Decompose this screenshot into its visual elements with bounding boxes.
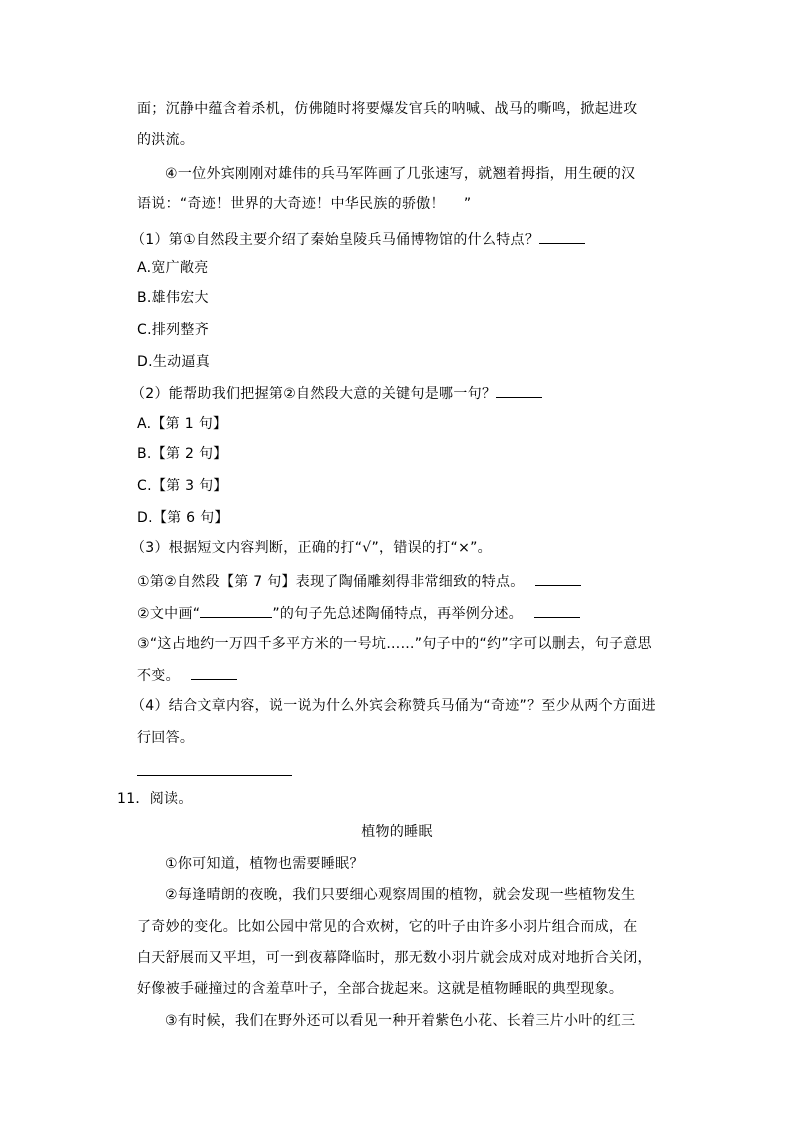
passage-text: 了奇妙的变化。比如公园中常见的合欢树，它的叶子由许多小羽片组合而成，在	[137, 919, 638, 935]
item-text: ”的句子先总述陶俑特点，再举例分述。	[272, 606, 528, 622]
question-3-item-3-cont	[137, 665, 237, 685]
underline-mark	[200, 603, 272, 618]
option-d: D.【第 6 句】	[137, 510, 229, 526]
answer-line[interactable]	[137, 775, 292, 776]
answer-blank[interactable]	[535, 571, 581, 586]
answer-blank[interactable]	[496, 383, 542, 398]
question-3-stem: （3）根据短文内容判断，正确的打“√”，错误的打“×”。	[131, 540, 492, 556]
item-text: ②文中画“	[137, 606, 201, 622]
passage-text: 的洪流。	[137, 132, 195, 148]
option-c: C.【第 3 句】	[137, 478, 228, 494]
passage-text: ③有时候，我们在野外还可以看见一种开着紫色小花、长着三片小叶的红三	[165, 1013, 636, 1029]
option-a: A.宽广敞亮	[137, 260, 209, 276]
passage-text: ①你可知道，植物也需要睡眠？	[165, 856, 364, 872]
option-d: D.生动逼真	[137, 354, 211, 370]
option-a: A.【第 1 句】	[137, 416, 228, 432]
answer-blank[interactable]	[534, 603, 580, 618]
answer-blank[interactable]	[539, 229, 585, 244]
question-3-item-3: ③“这占地约一万四千多平方米的一号坑……”句子中的“约”字可以删去，句子意思	[137, 636, 652, 652]
question-stem: （1）第①自然段主要介绍了秦始皇陵兵马俑博物馆的什么特点？	[131, 232, 540, 248]
passage-text: 语说：“奇迹！世界的大奇迹！中华民族的骄傲！ ”	[137, 196, 472, 212]
passage-title: 植物的睡眠	[361, 824, 433, 840]
passage-text: 面；沉静中蕴含着杀机，仿佛随时将要爆发官兵的呐喊、战马的嘶鸣，掀起进攻	[137, 101, 638, 117]
item-text: ①第②自然段【第 7 句】表现了陶俑雕刻得非常细致的特点。	[137, 574, 530, 590]
question-4-cont: 行回答。	[137, 730, 195, 746]
question-3-item-1	[137, 571, 581, 591]
passage-text: 白天舒展而又平坦，可一到夜幕降临时，那无数小羽片就会成对成对地折合关闭，	[137, 950, 652, 966]
question-2	[131, 383, 542, 403]
question-11-number: 11．阅读。	[117, 791, 193, 807]
option-b: B.雄伟宏大	[137, 290, 209, 306]
passage-text: 好像被手碰撞过的含羞草叶子，全部合拢起来。这就是植物睡眠的典型现象。	[137, 981, 624, 997]
question-3-item-2	[137, 603, 580, 623]
option-b: B.【第 2 句】	[137, 446, 228, 462]
question-1	[131, 229, 585, 249]
answer-blank[interactable]	[191, 665, 237, 680]
passage-text: ②每逢晴朗的夜晚，我们只要细心观察周围的植物，就会发现一些植物发生	[165, 887, 636, 903]
question-stem: （2）能帮助我们把握第②自然段大意的关键句是哪一句？	[131, 386, 497, 402]
option-c: C.排列整齐	[137, 322, 210, 338]
passage-text: ④一位外宾刚刚对雄伟的兵马军阵画了几张速写，就翘着拇指，用生硬的汉	[165, 166, 636, 182]
question-4: （4）结合文章内容，说一说为什么外宾会称赞兵马俑为“奇迹”？至少从两个方面进	[131, 698, 656, 714]
item-text: 不变。	[137, 668, 185, 684]
